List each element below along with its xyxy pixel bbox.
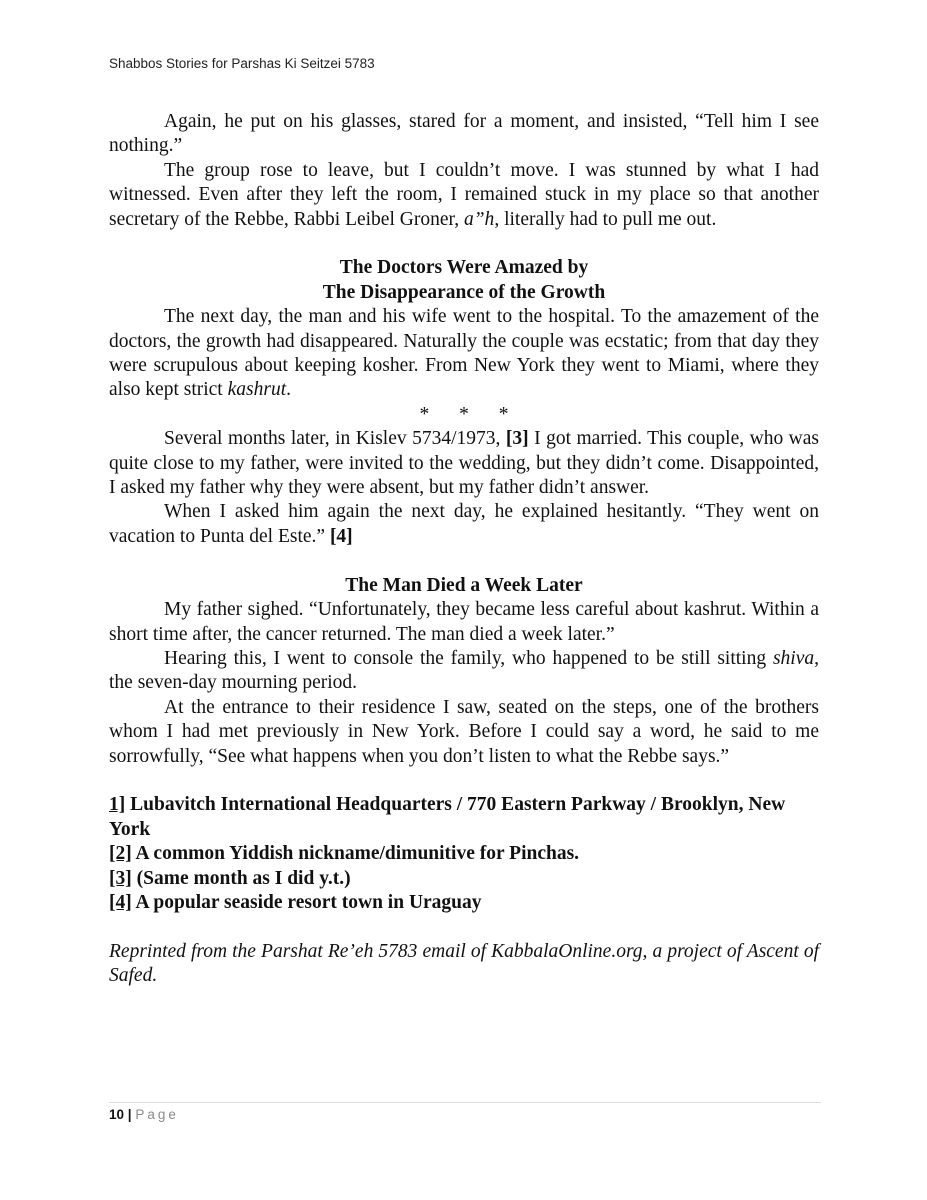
section-heading-2: The Man Died a Week Later: [345, 574, 583, 596]
footnote-1-number: 1]: [109, 794, 126, 816]
p7-text-a: Hearing this, I went to console the family, who happened to be still sitting: [164, 647, 773, 669]
footnote-2-text: A common Yiddish nickname/dimunitive for Pinchas.: [131, 843, 580, 865]
paragraph-2: [109, 159, 819, 232]
p1-text: Again, he put on his glasses, stared for a moment, and insisted, “Tell him I see nothing.”: [109, 111, 819, 157]
footnote-3-number: [3]: [109, 867, 132, 889]
footnote-ref-4: [4]: [329, 525, 353, 547]
footnote-1: [109, 793, 819, 842]
running-header: Shabbos Stories for Parshas Ki Seitzei 5783: [109, 56, 375, 71]
paragraph-4: [109, 427, 819, 500]
p8-text: At the entrance to their residence I saw, seated on the steps, one of the brothers whom I had met previously in New York. Before I could say a word, he said to me sorrowfully, “See what happens when you don’t listen to what the Rebbe says.”: [109, 696, 819, 767]
spacer: [109, 232, 819, 256]
spacer: [109, 769, 819, 793]
section-break-stars: * * *: [419, 403, 509, 425]
footnote-4: [109, 891, 819, 915]
footnote-3: [109, 867, 819, 891]
p7-italic: shiva: [772, 647, 815, 669]
spacer: [109, 915, 819, 939]
page-content: [109, 110, 819, 989]
paragraph-1: [109, 110, 819, 159]
page-number: 10: [109, 1107, 125, 1122]
p6-text: My father sighed. “Unfortunately, they became less careful about kashrut. Within a short time after, the cancer returned. The man died a week later.”: [109, 599, 819, 645]
section-heading-1-line-2: The Disappearance of the Growth: [322, 281, 606, 303]
p3-text-a: The next day, the man and his wife went to the hospital. To the amazement of the doctors, the growth had disappeared. Naturally the couple was ecstatic; from that day they were scrupulous about keeping kosher. From New York they went to Miami, where they also kept strict: [109, 306, 819, 401]
footnote-1-text: Lubavitch International Headquarters / 770 Eastern Parkway / Brooklyn, New York: [109, 794, 786, 840]
footnote-4-text: A popular seaside resort town in Uraguay: [131, 891, 482, 913]
footnote-3-text: (Same month as I did y.t.): [131, 867, 351, 889]
p3-text-b: .: [286, 379, 291, 401]
spacer: [109, 549, 819, 573]
footnote-ref-3: [3]: [505, 428, 529, 450]
reprint-credit: Reprinted from the Parshat Re’eh 5783 email of KabbalaOnline.org, a project of Ascent of Safed.: [109, 940, 819, 987]
footer-separator: |: [127, 1107, 132, 1122]
p3-italic: kashrut: [227, 379, 287, 401]
paragraph-7: [109, 647, 819, 696]
p2-italic: a”h: [463, 208, 495, 230]
p4-text-b: I got married. This couple, who was quite close to my father, were invited to the wedding, but they didn’t come. Disappointed, I asked my father why they were absent, but my father didn’t answer.: [109, 428, 819, 499]
footnote-2-number: [2]: [109, 843, 132, 865]
p2-text-b: , literally had to pull me out.: [494, 208, 717, 230]
footnote-4-number: [4]: [109, 891, 132, 913]
paragraph-6: [109, 598, 819, 647]
footnote-2: [109, 842, 819, 866]
page-footer: [109, 1107, 179, 1122]
paragraph-5: [109, 500, 819, 549]
p4-text-a: Several months later, in Kislev 5734/1973,: [164, 428, 506, 450]
footer-divider: [109, 1102, 821, 1103]
p7-text-b: , the seven-day mourning period.: [109, 647, 819, 694]
paragraph-3: [109, 305, 819, 403]
page-label: Page: [135, 1107, 179, 1122]
section-heading-1-line-1: The Doctors Were Amazed by: [339, 257, 589, 279]
paragraph-8: [109, 696, 819, 769]
p5-text: When I asked him again the next day, he explained hesitantly. “They went on vacation to Punta del Este.”: [109, 501, 819, 547]
p2-text-a: The group rose to leave, but I couldn’t move. I was stunned by what I had witnessed. Even after they left the room, I remained stuck in my place so that another secretary of the Rebbe, Rabbi Leibel Groner,: [109, 159, 819, 230]
